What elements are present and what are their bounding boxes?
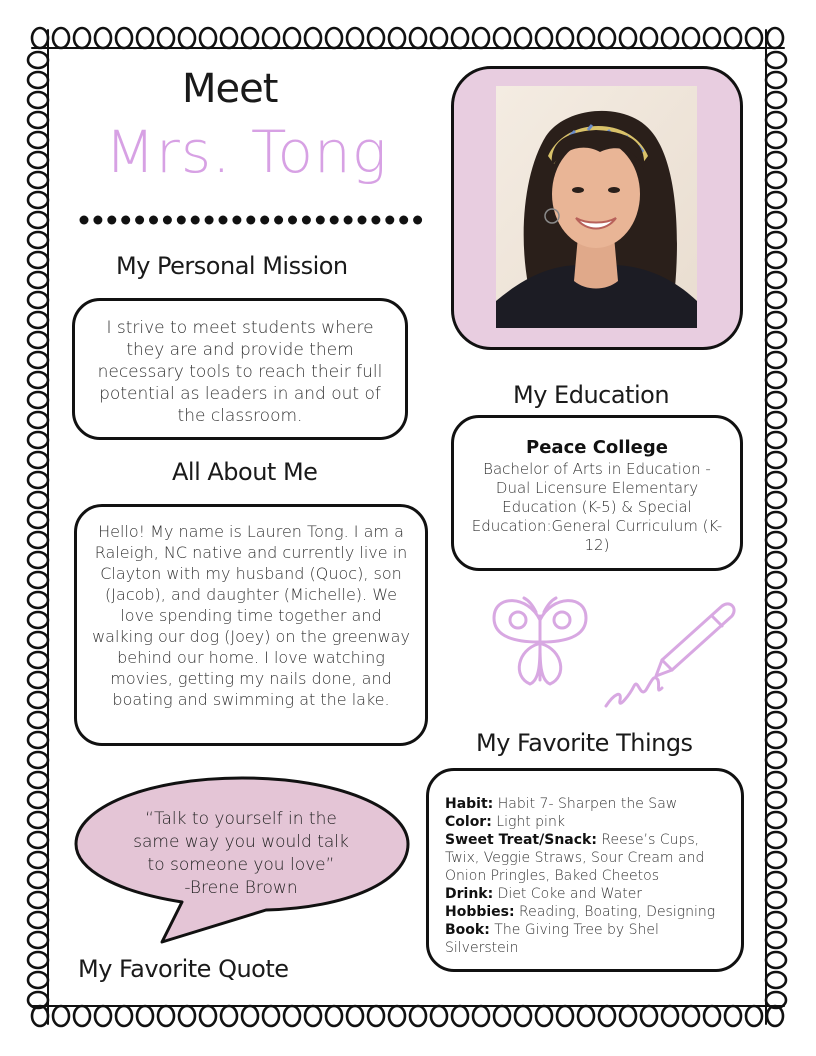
about-text: Hello! My name is Lauren Tong. I am a Raleigh, NC native and currently live in Clayton with my husband (Quoc), son (Jacob), and daughter (Michelle). We love spending time together and walking our dog (Joey) on the greenway behind our home. I love watching movies, getting my nails done, and boating and swimming at the lake.: [92, 522, 410, 709]
teacher-name: Mrs. Tong: [105, 118, 388, 186]
teacher-portrait: [496, 86, 697, 328]
fav-item: Color: Light pink: [445, 814, 565, 830]
education-heading: My Education: [513, 381, 670, 409]
mission-box: [72, 298, 408, 440]
quote-heading: My Favorite Quote: [78, 955, 289, 983]
fav-item: Drink: Diet Coke and Water: [445, 886, 643, 902]
quote-text: “Talk to yourself in the same way you would talk to someone you love” -Brene Brown: [133, 809, 349, 898]
about-box: [74, 504, 428, 746]
fav-item: Hobbies: Reading, Boating, Designing: [445, 904, 716, 920]
butterfly-doodle-icon: [488, 590, 592, 694]
education-box: [451, 415, 743, 571]
about-heading: All About Me: [172, 458, 318, 486]
fav-item: Book: The Giving Tree by Shel Silverstein: [445, 922, 659, 956]
mission-heading: My Personal Mission: [116, 252, 348, 280]
degree-text: Bachelor of Arts in Education - Dual Licensure Elementary Education (K-5) & Special Education:General Curriculum (K-12): [471, 460, 723, 554]
meet-heading: Meet: [182, 66, 278, 112]
mission-text: I strive to meet students where they are and provide them necessary tools to reach their full potential as leaders in and out of the classroom.: [97, 318, 383, 426]
school-name: Peace College: [526, 437, 668, 458]
dot-divider: [78, 213, 424, 227]
pencil-scribble-icon: [600, 594, 742, 718]
favorites-heading: My Favorite Things: [476, 729, 693, 757]
fav-item: Habit: Habit 7- Sharpen the Saw: [445, 796, 678, 812]
favorites-box: [426, 768, 744, 972]
fav-item: Sweet Treat/Snack: Reese’s Cups, Twix, Veggie Straws, Sour Cream and Onion Pringles, Baked Cheetos: [445, 832, 705, 884]
